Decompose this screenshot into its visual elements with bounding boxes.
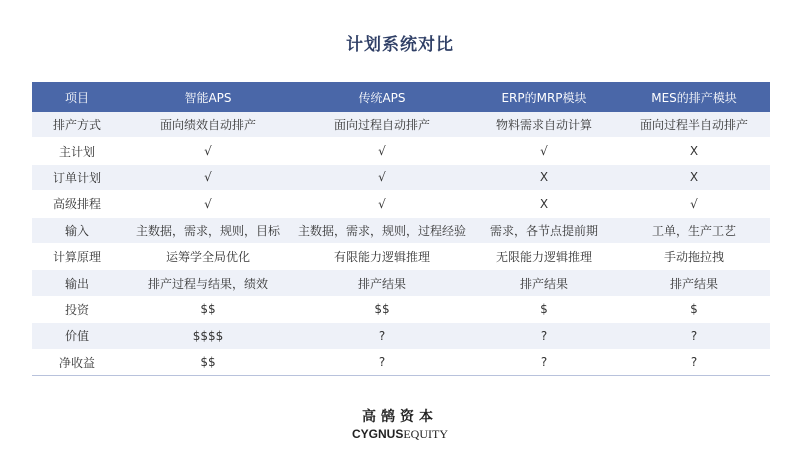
table-cell: 需求，各节点提前期 — [470, 217, 618, 243]
header-item: 项目 — [32, 82, 122, 112]
table-row — [32, 112, 770, 138]
comparison-table — [32, 82, 770, 376]
table-cell: √ — [294, 191, 470, 217]
header-smart-aps: 智能APS — [122, 82, 294, 112]
table-cell: 手动拖拉拽 — [618, 243, 770, 269]
table-cell: $$ — [122, 296, 294, 322]
table-cell: X — [470, 191, 618, 217]
table-cell: ? — [294, 349, 470, 375]
row-label: 净收益 — [32, 349, 122, 375]
table-cell: 工单，生产工艺 — [618, 217, 770, 243]
table-cell: 排产结果 — [470, 270, 618, 296]
table-cell: $ — [470, 296, 618, 322]
table-row — [32, 349, 770, 375]
table-cell: √ — [122, 138, 294, 164]
table-cell: X — [470, 164, 618, 190]
row-label: 输入 — [32, 217, 122, 243]
logo-english-regular: EQUITY — [403, 427, 448, 441]
row-label: 主计划 — [32, 138, 122, 164]
table-cell: ? — [294, 323, 470, 349]
header-traditional-aps: 传统APS — [294, 82, 470, 112]
table-cell: $$$$ — [122, 323, 294, 349]
table-cell: 无限能力逻辑推理 — [470, 243, 618, 269]
table-cell: √ — [618, 191, 770, 217]
table-header-row — [32, 82, 770, 112]
table-cell: 有限能力逻辑推理 — [294, 243, 470, 269]
table-row — [32, 164, 770, 190]
logo-english-name — [0, 427, 800, 442]
row-label: 价值 — [32, 323, 122, 349]
table-cell: 排产结果 — [618, 270, 770, 296]
table-cell: 主数据，需求，规则，过程经验 — [294, 217, 470, 243]
row-label: 计算原理 — [32, 243, 122, 269]
table-cell: ? — [618, 323, 770, 349]
table-cell: X — [618, 164, 770, 190]
table-cell: 排产过程与结果，绩效 — [122, 270, 294, 296]
table-row — [32, 217, 770, 243]
table-cell: 面向过程自动排产 — [294, 112, 470, 138]
table-cell: $$ — [122, 349, 294, 375]
table-row — [32, 270, 770, 296]
table-cell: √ — [294, 138, 470, 164]
table-cell: ? — [618, 349, 770, 375]
table-cell: √ — [470, 138, 618, 164]
row-label: 排产方式 — [32, 112, 122, 138]
table-cell: $$ — [294, 296, 470, 322]
table-cell: ? — [470, 323, 618, 349]
logo-english-bold: CYGNUS — [352, 427, 404, 441]
company-logo — [0, 406, 800, 442]
table-cell: √ — [122, 191, 294, 217]
table-cell: ? — [470, 349, 618, 375]
header-mes: MES的排产模块 — [618, 82, 770, 112]
page-title: 计划系统对比 — [346, 35, 454, 55]
table-cell: 运筹学全局优化 — [122, 243, 294, 269]
table-cell: X — [618, 138, 770, 164]
logo-chinese-name: 高鹄资本 — [362, 409, 438, 425]
table-row — [32, 191, 770, 217]
table-cell: 面向过程半自动排产 — [618, 112, 770, 138]
table-row — [32, 323, 770, 349]
table-cell: 面向绩效自动排产 — [122, 112, 294, 138]
table-row — [32, 296, 770, 322]
table-row — [32, 243, 770, 269]
row-label: 投资 — [32, 296, 122, 322]
table-cell: √ — [294, 164, 470, 190]
table-cell: √ — [122, 164, 294, 190]
table-cell: 排产结果 — [294, 270, 470, 296]
row-label: 订单计划 — [32, 164, 122, 190]
table-cell: $ — [618, 296, 770, 322]
table-cell: 物料需求自动计算 — [470, 112, 618, 138]
table-cell: 主数据，需求，规则，目标 — [122, 217, 294, 243]
header-erp-mrp: ERP的MRP模块 — [470, 82, 618, 112]
table-row — [32, 138, 770, 164]
row-label: 高级排程 — [32, 191, 122, 217]
row-label: 输出 — [32, 270, 122, 296]
